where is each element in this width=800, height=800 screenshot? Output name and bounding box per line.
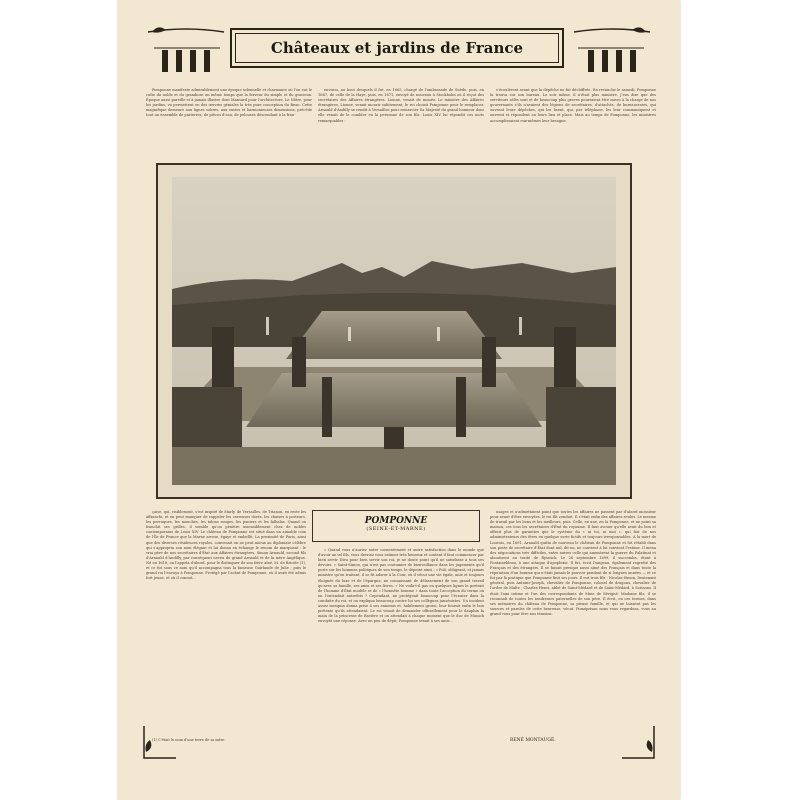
left-ornament-icon xyxy=(146,26,226,76)
newspaper-page xyxy=(118,0,680,800)
right-ornament-icon xyxy=(572,26,652,76)
top-column-3 xyxy=(490,88,656,160)
bottom-column-1 xyxy=(146,510,306,736)
column-text: çaise, qui, visiblement, s'est inspiré de Marly, de Versailles, de Trianon, en reste les affranchi, et en peut manquer de rappeler les carrosses dorés, les chaises à porteurs, les perruques, les mouches, les talons rouges, les paniers et les falbalas. Quand on franchit ses grilles, il semble qu'on pénètre insensiblement chez de nobles contemporains de Louis XIV. Le château de Pomponne est situé dans un aimable coin de l'Île de France que la Marne arrose, égaye et embellit. La proximité de Paris, ainsi que des diverses résidences royales, convenait on ne peut mieux au diplomate célèbre qui s'appropria son nom élégant et lui donna en échange le renom de marquisat : le vrai père de nos secrétaires d'État aux Affaires étrangères, Simon Arnauld, second fils d'Arnauld d'Andilly, par conséquent neveu du grand Arnauld et de la mère Angélique. Né en 1618, on l'appela d'abord, pour le distinguer de son frère aîné, M. de Briotte (1), et ce fut sous ce nom qu'il accompagna tous la fameuse Guirlande de Julie ; puis le grand roi l'envoya à Pomponne. Protégé par l'achat de Pomponne, où il avait été admis fort jeune, et où il connut... xyxy=(146,510,306,581)
column-text: envirou, au bout desquels il fut, en 1665, chargé de l'ambassade de Suède, puis, en 1667, de celle de la Haye, puis, en 1671, envoyé de nouveau à Stockholm où il reçut des secrétaires des Affaires étrangères. Lionne, venait de mourir. Le ministre des Affaires étrangères, Lionne, venait mourir subitement, le roi choisit Pomponne pour le remplacer. Arnauld d'Andilly se rendit à Versailles pour remercier Sa Majesté du grand honneur dont elle venait de le combler en la personne de son fils. Louis XIV lui répondit ces mots remarquables : xyxy=(318,88,484,123)
top-column-1 xyxy=(146,88,312,160)
bottom-left-ornament-icon xyxy=(140,722,180,762)
footnote: (1) C'était le nom d'une terre de sa mère. xyxy=(152,738,226,742)
caption-title: POMPONNE xyxy=(364,516,428,526)
photo-caption xyxy=(312,510,480,542)
page-header xyxy=(146,22,652,78)
column-text: usages et n'admettaient point que toutes les affaires ne passent par d'abord monsieur pour avant d'être envoyées, le roi fût conduit. Il s'était enfin des affaires seules. Le mesme de travail par les bons et les meilleurs, puis. Celle, en une, en la Pomponne, et ne point sa maison, ces tous les secrétaires d'État du royaume. Il faut avouer qu'elle avait du bon et offrait plus de garanties que le système du « ni toi, ni moi ». qui fait de nos administrateurs des êtres en quelque sorte fictifs et toujours irresponsables. A la mort de Louvois, en 1691, Arnauld quitta de nouveau le château de Pomponne et fut rétabli dans son poste de secrétaire d'État dont nul, dit-on, ne convient à lui convient l'estime. Il mena des négociations très difficiles, entre autres celle qui amenèrent la guerre du Palatinat et aboutirent au traité de Ryswick. Le 26 septembre 1699, il succomba, étant à Fontainebleau, à une attaque d'apoplexie. Il fut, écrit Dangeau, également regretté des Français et des étrangers. Il se faisait presque aussi aimé des Français et dans toute la réputation d'un homme qui n'était jamais le pouvoir pendant de si longues années — et ce fut par là pratique que Pomponne finit ses jours. Il eut trois fils : Nicolas-Simon, lieutenant général, puis Antoine-Joseph, chevalier de Pomponne, colonel de dragons, chevalier de l'ordre de Malte ; Charles-Henri, abbé de Saint-Médard et de Saint-Médard, à Soissons. Il était l'ami intime et l'un des correspondants de Mme de Sévigné. Madame fils, il se reconnaît de toutes les tendresses paternelles de son père. Il écrit, en ces termes, dans ses mémoires du château de Pomponne, sa pieuse famille, et qui ne laissent pas les sources et paroles de cette heureuse, vécut. Poméprison nous vous regardons, vous au grand vous pour être nos témoins. xyxy=(490,510,656,616)
garden-photo-image xyxy=(172,177,616,485)
photo-frame xyxy=(156,163,632,499)
title-box xyxy=(230,28,564,68)
garden-photo xyxy=(172,177,616,485)
bottom-right-ornament-icon xyxy=(618,722,658,762)
page-title: Châteaux et jardins de France xyxy=(270,39,524,57)
bottom-column-3 xyxy=(490,510,656,736)
column-text: « Quand vous n'auriez autre consentement et autre satisfaction dans le monde que d'avoir un tel fils, vous devriez vous estimer très heureux et content il faut commencer par bien servir Dieu pour bien servir son roi, je ne doute point qu'il ne satisfasse à tous ses devoirs. » Saint-Simon, qui n'est pas coutumier de bienveillance dans les jugements qu'il porte sur les hommes politiques de son temps, le dépeint ainsi : « Poli, obligeant, et jamais ministre qu'en traitant, il se fit adorer à la Cour, où il vécut une vie égale, unie et toujours éloignée du luxe et de l'épargne, ne connaissant de délassement de son grand travail qu'avec sa famille, ses amis et ses livres. » Ne voilà-t-il pas en quelques lignes le portrait de l'homme d'État modèle et de « l'honnête homme » dans toute l'acception du terme où on l'entendait autrefois ? Cependant, ne protégeait beaucoup pour l'écouter dans la conduite du roi, et on expliqua beaucoup contre lui ses collègues jansénistes. Un incident assez mesquin donna prise à ses ennemis et, habilement grossi, leur fournit enfin le bon prétexte qu'ils attendaient. Le roi venait de demander officiellement pour le dauphin la main de la princesse de Bavière et on attendait à chaque moment que le duc de Munich envoyât une réponse. Avec un peu de dépit, Pomponne tenait à ses amis... xyxy=(318,548,484,624)
bottom-column-2 xyxy=(318,548,484,768)
caption-subtitle: (SEINE-ET-MARNE) xyxy=(366,526,426,532)
author-signature: RENÉ MONTAUGÉ. xyxy=(510,738,556,743)
top-column-2 xyxy=(318,88,484,160)
column-text: Pomponne manifeste admirablement une époque solennelle et charmante où l'on eut le culte du noble et du grandiose en même temps que la ferveur du simple et du gracieux. Époque aussi pareille et à jamais illustre dont Mansard pour l'architecture, Le Nôtre, pour les jardins, vu permettent en des œuvres géniales la très pure conception du Beau. Cette magnifique demeure aux lignes sobres, aux vastes et harmonieuses dimensions, précède tout un ensemble de parterres, de pièces d'eau, de pelouses descendant à la fran- xyxy=(146,88,312,118)
column-text: s'écoulèrent avant que la dépêche ne fut déchiffrée. En revanche le samedi, Pomponne la trouva sur son bureau. Le soir même, il n'était plus ministre. J'eus dire que des serviteurs zélés sont et de beaucoup plus graves pourraient être mises à la charge de nos gouvernants s'ils n'avaient des légions de secrétaires, d'attachés, de bureaucrates, qui ouvrent leurs dépêches, qui les lisent, qui, par téléphone, les leur communiquent et ouvrent et répondent en leurs lieu et place. Mais au temps de Pomponne, les ministres accomplissaient eux-mêmes leur besogne. xyxy=(490,88,656,123)
